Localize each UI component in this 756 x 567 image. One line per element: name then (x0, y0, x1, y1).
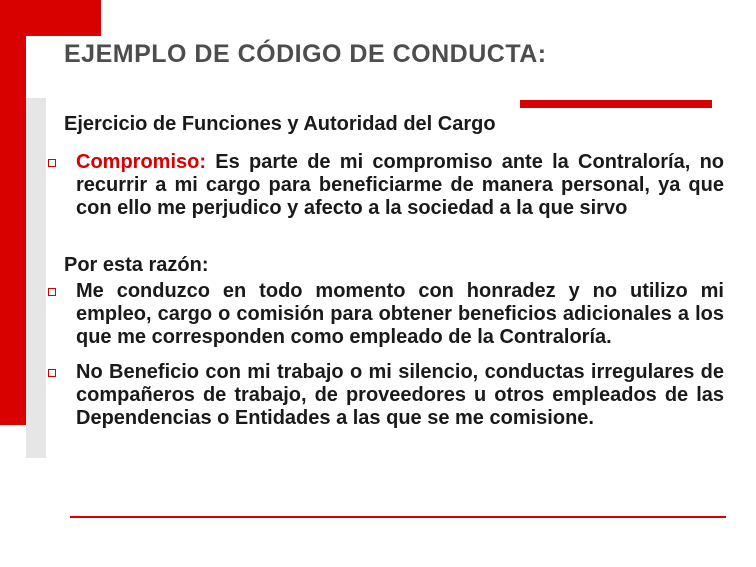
point-text: No Beneficio con mi trabajo o mi silencio, conductas irregulares de compañeros de trabajo, de proveedores u otros empleados de las Dependencias o Entidades a las que se me comisione. (76, 361, 724, 429)
slide-title: EJEMPLO DE CÓDIGO DE CONDUCTA: (64, 40, 547, 68)
hollow-square-bullet-icon (48, 159, 56, 167)
hollow-square-bullet-icon (48, 288, 56, 296)
point-item (64, 361, 724, 430)
section-subtitle: Ejercicio de Funciones y Autoridad del Cargo (64, 113, 496, 135)
slide-content (64, 109, 724, 430)
title-underline-accent (520, 100, 712, 108)
commitment-item (64, 151, 724, 220)
commitment-label: Compromiso: (76, 151, 206, 173)
lead-text: Por esta razón: (64, 254, 209, 276)
point-text: Me conduzco en todo momento con honradez y no utilizo mi empleo, cargo o comisión para obtener beneficios adicionales a los que me corresponden como empleado de la Contraloría. (76, 280, 724, 348)
bottom-divider (70, 516, 726, 518)
gray-side-bar (26, 72, 46, 458)
hollow-square-bullet-icon (48, 369, 56, 377)
point-item (64, 280, 724, 349)
red-side-bar (0, 0, 26, 425)
commitment-text: Es parte de mi compromiso ante la Contraloría, no recurrir a mi cargo para beneficiarme de manera personal, ya que con ello me perjudico y afecto a la sociedad a la que sirvo (76, 151, 724, 219)
